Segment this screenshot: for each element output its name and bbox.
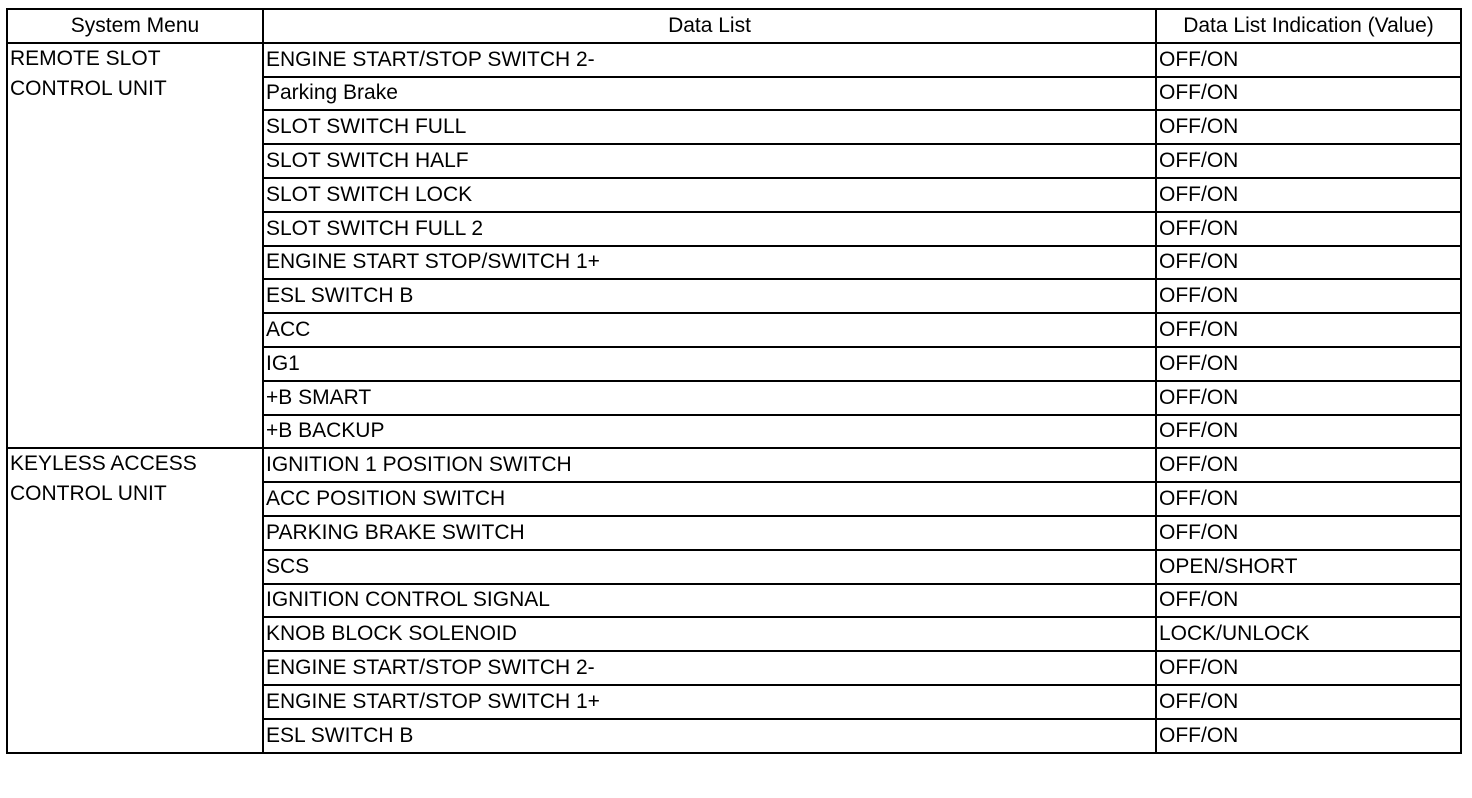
indication-value: OFF/ON (1156, 279, 1461, 313)
indication-value: OPEN/SHORT (1156, 550, 1461, 584)
header-indication: Data List Indication (Value) (1156, 9, 1461, 43)
indication-value: OFF/ON (1156, 110, 1461, 144)
data-list-item: ENGINE START/STOP SWITCH 2- (263, 651, 1156, 685)
data-list-item: IG1 (263, 347, 1156, 381)
data-list-item: ACC (263, 313, 1156, 347)
data-list-item: ENGINE START/STOP SWITCH 1+ (263, 685, 1156, 719)
header-row (7, 9, 1461, 43)
indication-value: LOCK/UNLOCK (1156, 617, 1461, 651)
header-system-menu: System Menu (7, 9, 263, 43)
indication-value: OFF/ON (1156, 719, 1461, 753)
data-list-item: PARKING BRAKE SWITCH (263, 516, 1156, 550)
table-row (7, 43, 1461, 77)
data-list-item: SCS (263, 550, 1156, 584)
data-list-table (6, 8, 1462, 754)
indication-value: OFF/ON (1156, 381, 1461, 415)
indication-value: OFF/ON (1156, 347, 1461, 381)
data-list-item: ESL SWITCH B (263, 719, 1156, 753)
indication-value: OFF/ON (1156, 77, 1461, 111)
indication-value: OFF/ON (1156, 246, 1461, 280)
data-list-sheet (6, 8, 1462, 754)
indication-value: OFF/ON (1156, 313, 1461, 347)
data-list-item: SLOT SWITCH LOCK (263, 178, 1156, 212)
system-menu-cell: REMOTE SLOT CONTROL UNIT (7, 43, 263, 449)
data-list-item: IGNITION 1 POSITION SWITCH (263, 448, 1156, 482)
data-list-item: IGNITION CONTROL SIGNAL (263, 584, 1156, 618)
data-list-item: +B BACKUP (263, 415, 1156, 449)
indication-value: OFF/ON (1156, 212, 1461, 246)
indication-value: OFF/ON (1156, 482, 1461, 516)
data-list-item: ENGINE START/STOP SWITCH 2- (263, 43, 1156, 77)
data-list-item: Parking Brake (263, 77, 1156, 111)
table-body (7, 43, 1461, 753)
data-list-item: +B SMART (263, 381, 1156, 415)
data-list-item: ESL SWITCH B (263, 279, 1156, 313)
indication-value: OFF/ON (1156, 43, 1461, 77)
data-list-item: ENGINE START STOP/SWITCH 1+ (263, 246, 1156, 280)
indication-value: OFF/ON (1156, 685, 1461, 719)
data-list-item: SLOT SWITCH FULL 2 (263, 212, 1156, 246)
indication-value: OFF/ON (1156, 415, 1461, 449)
data-list-item: KNOB BLOCK SOLENOID (263, 617, 1156, 651)
data-list-item: SLOT SWITCH FULL (263, 110, 1156, 144)
data-list-item: SLOT SWITCH HALF (263, 144, 1156, 178)
header-data-list: Data List (263, 9, 1156, 43)
indication-value: OFF/ON (1156, 448, 1461, 482)
indication-value: OFF/ON (1156, 178, 1461, 212)
indication-value: OFF/ON (1156, 651, 1461, 685)
table-row (7, 448, 1461, 482)
indication-value: OFF/ON (1156, 516, 1461, 550)
data-list-item: ACC POSITION SWITCH (263, 482, 1156, 516)
indication-value: OFF/ON (1156, 144, 1461, 178)
indication-value: OFF/ON (1156, 584, 1461, 618)
system-menu-cell: KEYLESS ACCESS CONTROL UNIT (7, 448, 263, 752)
